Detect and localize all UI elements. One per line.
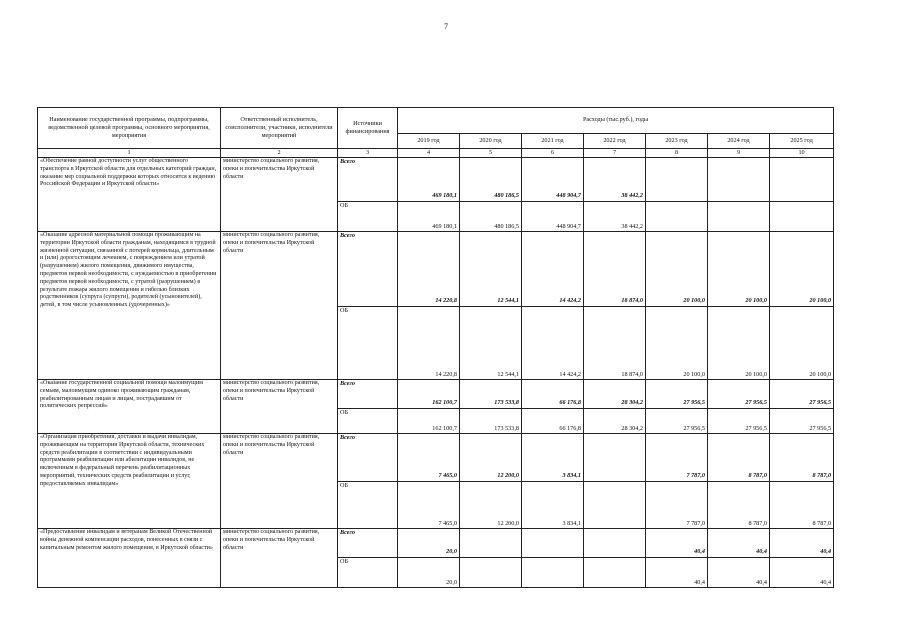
regional-budget-value: 7 465,0 <box>398 482 460 529</box>
regional-budget-value: 27 956,5 <box>708 409 770 434</box>
regional-budget-value <box>646 202 708 232</box>
total-value <box>584 529 646 558</box>
table-row <box>38 434 834 482</box>
regional-budget-value: 40,4 <box>646 558 708 588</box>
regional-budget-value: 20 100,0 <box>646 307 708 380</box>
total-value: 40,4 <box>708 529 770 558</box>
total-value: 20,0 <box>398 529 460 558</box>
regional-budget-value: 7 787,0 <box>646 482 708 529</box>
responsible-executor: министерство социального развития, опеки и попечительства Иркутской области <box>221 380 338 434</box>
source-total: Всего <box>338 232 398 307</box>
total-value: 173 533,8 <box>460 380 522 409</box>
header-year: 2020 год <box>460 134 522 149</box>
total-value <box>460 529 522 558</box>
regional-budget-value: 14 424,2 <box>522 307 584 380</box>
header-funding-source: Источники финансирования <box>338 108 398 149</box>
regional-budget-value: 3 834,1 <box>522 482 584 529</box>
regional-budget-value: 14 220,8 <box>398 307 460 380</box>
total-value: 40,4 <box>770 529 834 558</box>
total-value: 7 787,0 <box>646 434 708 482</box>
regional-budget-value <box>770 202 834 232</box>
total-value: 3 834,1 <box>522 434 584 482</box>
total-value: 162 100,7 <box>398 380 460 409</box>
header-program-name: Наименование государственной программы, подпрограммы, ведомственной целевой программы, основного мероприятия, мероприятия <box>38 108 221 149</box>
page-number: 7 <box>444 22 448 31</box>
source-regional-budget: ОБ <box>338 409 398 434</box>
responsible-executor: министерство социального развития, опеки и попечительства Иркутской области <box>221 232 338 380</box>
total-value: 20 100,0 <box>770 232 834 307</box>
total-value <box>584 434 646 482</box>
total-value: 27 956,5 <box>646 380 708 409</box>
total-value: 66 176,8 <box>522 380 584 409</box>
regional-budget-value: 448 904,7 <box>522 202 584 232</box>
source-regional-budget: ОБ <box>338 482 398 529</box>
regional-budget-value: 66 176,8 <box>522 409 584 434</box>
responsible-executor: министерство социального развития, опеки и попечительства Иркутской области <box>221 434 338 529</box>
total-value: 448 904,7 <box>522 158 584 202</box>
regional-budget-value <box>460 558 522 588</box>
total-value: 12 544,1 <box>460 232 522 307</box>
column-index: 2 <box>221 149 338 158</box>
column-index: 10 <box>770 149 834 158</box>
column-index: 9 <box>708 149 770 158</box>
regional-budget-value <box>584 558 646 588</box>
total-value: 20 100,0 <box>646 232 708 307</box>
regional-budget-value: 38 442,2 <box>584 202 646 232</box>
header-year: 2024 год <box>708 134 770 149</box>
column-index: 3 <box>338 149 398 158</box>
column-index: 6 <box>522 149 584 158</box>
total-value: 8 787,0 <box>770 434 834 482</box>
regional-budget-value: 20 100,0 <box>770 307 834 380</box>
column-index: 8 <box>646 149 708 158</box>
header-year: 2025 год <box>770 134 834 149</box>
table-row <box>38 529 834 558</box>
expenses-table <box>37 107 834 588</box>
activity-name: «Обеспечение равной доступности услуг общественного транспорта в Иркутской области для отдельных категорий граждан, оказание мер социальной поддержки которых относится к ведению Российской Федерации и Иркутской области» <box>38 158 221 232</box>
regional-budget-value: 40,4 <box>708 558 770 588</box>
activity-name: «Предоставление инвалидам и ветеранам Великой Отечественной войны денежной компенсации расходов, понесенных в связи с капитальным ремонтом жилого помещения, в Иркутской области» <box>38 529 221 588</box>
column-index: 1 <box>38 149 221 158</box>
regional-budget-value: 173 533,8 <box>460 409 522 434</box>
responsible-executor: министерство социального развития, опеки и попечительства Иркутской области <box>221 529 338 588</box>
activity-name: «Оказание государственной социальной помощи малоимущим семьям, малоимущим одиноко проживающим гражданам, реабилитированным лицам и лицам, пострадавшим от политических репрессий» <box>38 380 221 434</box>
source-total: Всего <box>338 434 398 482</box>
regional-budget-value: 469 180,1 <box>398 202 460 232</box>
source-total: Всего <box>338 158 398 202</box>
regional-budget-value: 28 304,2 <box>584 409 646 434</box>
total-value: 7 465,0 <box>398 434 460 482</box>
regional-budget-value <box>522 558 584 588</box>
total-value: 28 304,2 <box>584 380 646 409</box>
responsible-executor: министерство социального развития, опеки и попечительства Иркутской области <box>221 158 338 232</box>
header-year: 2019 год <box>398 134 460 149</box>
regional-budget-value: 40,4 <box>770 558 834 588</box>
table-row <box>38 380 834 409</box>
header-expenses: Расходы (тыс.руб.), годы <box>398 108 834 134</box>
total-value: 18 874,0 <box>584 232 646 307</box>
total-value: 14 220,8 <box>398 232 460 307</box>
total-value <box>770 158 834 202</box>
header-responsible: Ответственный исполнитель, соисполнители, участники, исполнители мероприятий <box>221 108 338 149</box>
source-regional-budget: ОБ <box>338 558 398 588</box>
total-value: 8 787,0 <box>708 434 770 482</box>
total-value <box>708 158 770 202</box>
total-value: 469 180,1 <box>398 158 460 202</box>
source-regional-budget: ОБ <box>338 202 398 232</box>
total-value: 480 186,5 <box>460 158 522 202</box>
table-row <box>38 232 834 307</box>
total-value <box>646 158 708 202</box>
column-index: 7 <box>584 149 646 158</box>
source-total: Всего <box>338 380 398 409</box>
column-index: 4 <box>398 149 460 158</box>
regional-budget-value: 8 787,0 <box>708 482 770 529</box>
regional-budget-value: 8 787,0 <box>770 482 834 529</box>
table-row <box>38 158 834 202</box>
header-year: 2023 год <box>646 134 708 149</box>
regional-budget-value: 20 100,0 <box>708 307 770 380</box>
total-value: 12 200,0 <box>460 434 522 482</box>
regional-budget-value: 162 100,7 <box>398 409 460 434</box>
header-year: 2022 год <box>584 134 646 149</box>
regional-budget-value <box>584 482 646 529</box>
activity-name: «Оказание адресной материальной помощи проживающим на территории Иркутской области гражданам, находящимся в трудной жизненной ситуации, связанной с потерей кормильца, длительным и (или) дорогостоящим лечением, с повреждением или утратой (разрушением) жилого помещения, движимого имущества, предметов первой необходимости, с нуждаемостью в приобретении предметов первой необходимости, с утратой (разрушением) в результате пожара жилого помещения и гибелью близких родственников (супруга (супруги), родителей (усыновителей), детей, в том числе усыновленных (удочеренных)» <box>38 232 221 380</box>
total-value: 27 956,5 <box>708 380 770 409</box>
source-total: Всего <box>338 529 398 558</box>
total-value: 27 956,5 <box>770 380 834 409</box>
source-regional-budget: ОБ <box>338 307 398 380</box>
regional-budget-value: 18 874,0 <box>584 307 646 380</box>
regional-budget-value: 480 186,5 <box>460 202 522 232</box>
total-value <box>522 529 584 558</box>
regional-budget-value: 27 956,5 <box>646 409 708 434</box>
header-year: 2021 год <box>522 134 584 149</box>
regional-budget-value: 20,0 <box>398 558 460 588</box>
regional-budget-value: 27 956,5 <box>770 409 834 434</box>
total-value: 14 424,2 <box>522 232 584 307</box>
regional-budget-value: 12 200,0 <box>460 482 522 529</box>
total-value: 38 442,2 <box>584 158 646 202</box>
total-value: 40,4 <box>646 529 708 558</box>
activity-name: «Организация приобретения, доставки и выдачи инвалидам, проживающим на территории Иркутской области, технических средств реабилитации в соответствии с индивидуальными программами реабилитации или абилитации инвалидов, не включенным в федеральный перечень реабилитационных мероприятий, технических средств реабилитации и услуг, предоставляемых инвалидам» <box>38 434 221 529</box>
regional-budget-value <box>708 202 770 232</box>
regional-budget-value: 12 544,1 <box>460 307 522 380</box>
total-value: 20 100,0 <box>708 232 770 307</box>
column-index: 5 <box>460 149 522 158</box>
